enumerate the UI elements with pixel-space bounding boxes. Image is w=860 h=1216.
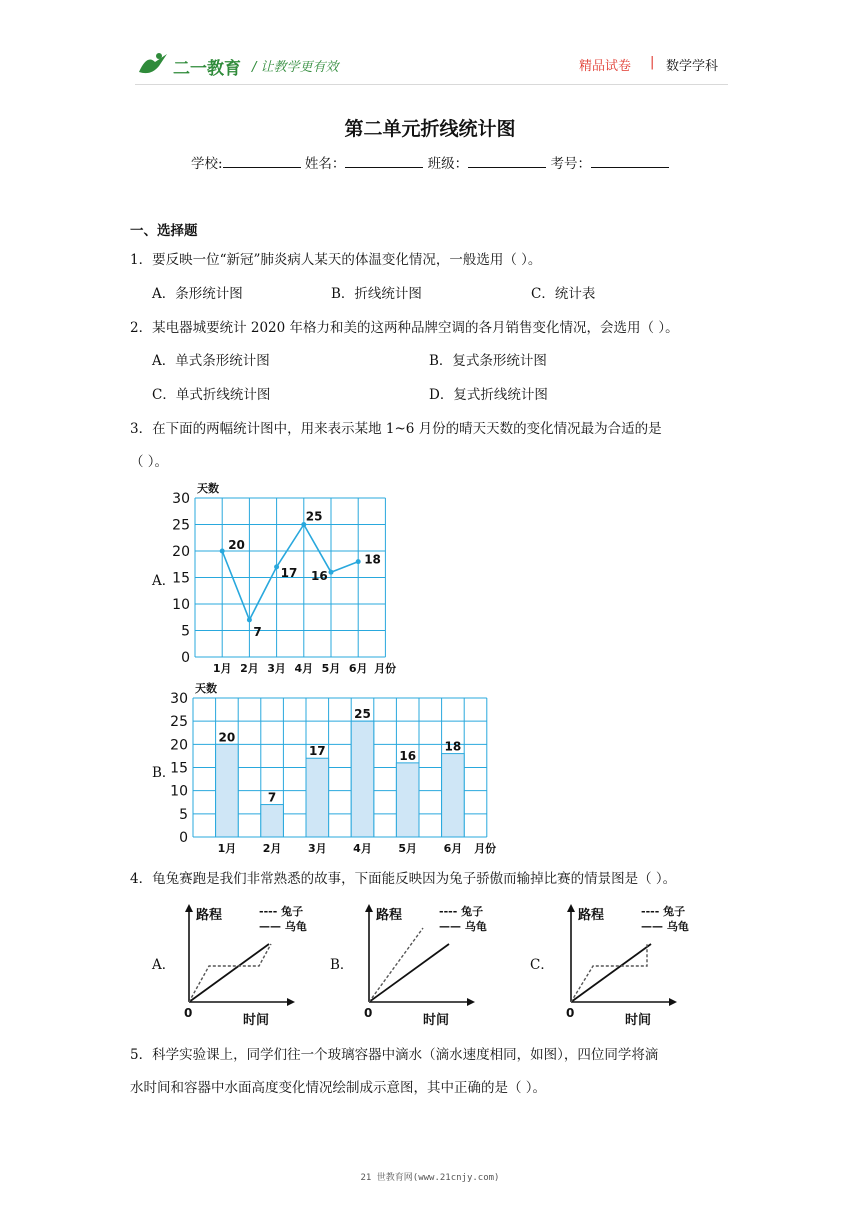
name-field[interactable] [345,154,423,168]
q1-option-b[interactable]: B．折线统计图 [331,286,422,302]
x-axis-label: 时间 [423,1013,450,1028]
question-3: 3．在下面的两幅统计图中，用来表示某地 1~6 月份的晴天天数的变化情况最为合适的是 [130,421,662,437]
question-1: 1．要反映一位“新冠”肺炎病人某天的体温变化情况，一般选用（ ）。 [130,252,542,268]
turtle-line [571,944,651,1002]
q4-option-a[interactable]: A． [152,957,176,973]
bar-value-label: 17 [308,744,326,759]
x-tick-label: 5月 [321,662,341,675]
q4-option-b[interactable]: B． [330,957,354,973]
legend-rabbit: ---- 兔子 [259,905,304,918]
x-arrow-icon [669,998,677,1006]
x-arrow-icon [287,998,295,1006]
bar-value-label: 20 [218,730,236,745]
q1-option-a[interactable]: A．条形统计图 [152,286,243,302]
y-arrow-icon [185,904,193,912]
data-label: 25 [305,509,323,524]
x-axis-label: 月份 [374,662,397,675]
q2-option-c[interactable]: C．单式折线统计图 [152,387,271,403]
q2-option-a[interactable]: A．单式条形统计图 [152,353,270,369]
x-tick-label: 2月 [262,842,282,855]
x-tick-label: 1月 [217,842,237,855]
data-label: 7 [253,624,262,639]
name-label: 姓名： [304,156,346,172]
y-tick-label: 15 [172,570,190,587]
y-axis-label: 路程 [376,908,403,923]
y-tick-label: 10 [172,597,190,613]
bar-value-label: 7 [267,790,277,805]
footer: 21 世教育网(www.21cnjy.com) [360,1173,500,1183]
race-graph-b [356,898,496,1028]
bar [216,744,239,837]
school-field[interactable] [223,154,301,168]
race-graph-c [558,898,698,1028]
y-tick-label: 5 [179,806,188,823]
bar [351,721,374,837]
x-axis-label: 月份 [474,842,497,855]
race-graph-a [176,898,316,1028]
x-tick-label: 6月 [348,662,368,675]
student-info [0,152,860,172]
rabbit-line [369,928,423,1002]
x-tick-label: 4月 [294,662,314,675]
bar-value-label: 16 [399,748,417,763]
y-axis-label: 路程 [196,908,223,923]
y-arrow-icon [567,904,575,912]
turtle-line [369,944,449,1002]
y-tick-label: 15 [170,760,188,777]
origin-label: 0 [566,1006,575,1020]
x-tick-label: 4月 [353,842,372,855]
y-axis-label: 天数 [197,482,219,495]
y-tick-label: 20 [170,737,188,754]
x-axis-label: 时间 [625,1013,652,1028]
header-rule [135,84,728,85]
class-label: 班级： [427,156,469,172]
data-point [274,564,279,569]
data-point [247,617,252,622]
q2-option-b[interactable]: B．复式条形统计图 [429,353,547,369]
x-arrow-icon [467,998,475,1006]
y-tick-label: 30 [172,491,190,507]
origin-label: 0 [364,1006,373,1020]
q4-option-c[interactable]: C． [530,957,554,973]
legend-turtle: —— 乌龟 [259,920,307,933]
y-tick-label: 5 [181,623,190,640]
question-4: 4．龟兔赛跑是我们非常熟悉的故事，下面能反映因为兔子骄傲而输掉比赛的情景图是（ ）。 [130,871,677,887]
question-3-blank: （ ）。 [130,454,169,470]
page-title: 第二单元折线统计图 [344,118,516,140]
x-tick-label: 3月 [307,842,327,855]
question-5: 5．科学实验课上，同学们往一个玻璃容器中滴水（滴水速度相同，如图），四位同学将滴 [130,1047,659,1063]
bar [306,758,329,837]
section-heading: 一、选择题 [130,223,198,239]
data-label: 20 [228,538,245,552]
exam-no-field[interactable] [591,154,669,168]
question-2: 2．某电器城要统计 2020 年格力和美的这两种品牌空调的各月销售变化情况，会选用（ ）。 [130,320,679,336]
bar-value-label: 18 [444,739,462,754]
bar [261,805,284,837]
x-tick-label: 5月 [398,842,418,855]
y-tick-label: 0 [179,830,188,846]
header-label-subject: 数学学科 [666,59,719,74]
data-point [356,559,361,564]
slogan: / 让教学更有效 [252,60,339,75]
x-tick-label: 2月 [240,662,259,675]
turtle-line [189,944,269,1002]
q3-option-a[interactable]: A． [152,573,176,589]
header-label-quality: 精品试卷 [579,59,632,74]
bar-chart [168,678,513,858]
x-tick-label: 1月 [212,662,232,675]
legend-turtle: —— 乌龟 [641,920,689,933]
y-tick-label: 25 [170,714,188,731]
x-tick-label: 6月 [443,842,463,855]
school-label: 学校: [191,156,223,172]
q1-option-c[interactable]: C．统计表 [531,286,596,302]
logo-icon [137,50,171,78]
data-point [220,549,225,554]
y-arrow-icon [365,904,373,912]
q3-option-b[interactable]: B． [152,765,176,781]
legend-rabbit: ---- 兔子 [439,905,484,918]
class-field[interactable] [468,154,546,168]
y-tick-label: 10 [170,783,188,800]
bar-value-label: 25 [354,707,371,722]
y-tick-label: 0 [181,650,190,666]
question-5-line2: 水时间和容器中水面高度变化情况绘制成示意图，其中正确的是（ ）。 [130,1080,547,1096]
y-axis-label: 路程 [578,908,605,923]
q2-option-d[interactable]: D．复式折线统计图 [429,387,548,403]
y-tick-label: 25 [172,517,190,534]
y-tick-label: 30 [170,691,188,707]
line-chart [168,478,413,678]
header-divider: | [650,55,655,70]
exam-no-label: 考号： [550,156,591,172]
legend-rabbit: ---- 兔子 [641,905,686,918]
logo-text: 二一教育 [173,59,241,79]
data-point [329,570,334,575]
data-label: 18 [364,552,381,567]
bar [396,763,419,837]
x-axis-label: 时间 [243,1013,270,1028]
y-axis-label: 天数 [195,682,217,695]
legend-turtle: —— 乌龟 [439,920,487,933]
data-label: 16 [311,569,328,584]
bar [442,754,465,837]
origin-label: 0 [184,1006,193,1020]
x-tick-label: 3月 [267,662,286,675]
data-label: 17 [280,565,298,580]
y-tick-label: 20 [172,544,190,560]
